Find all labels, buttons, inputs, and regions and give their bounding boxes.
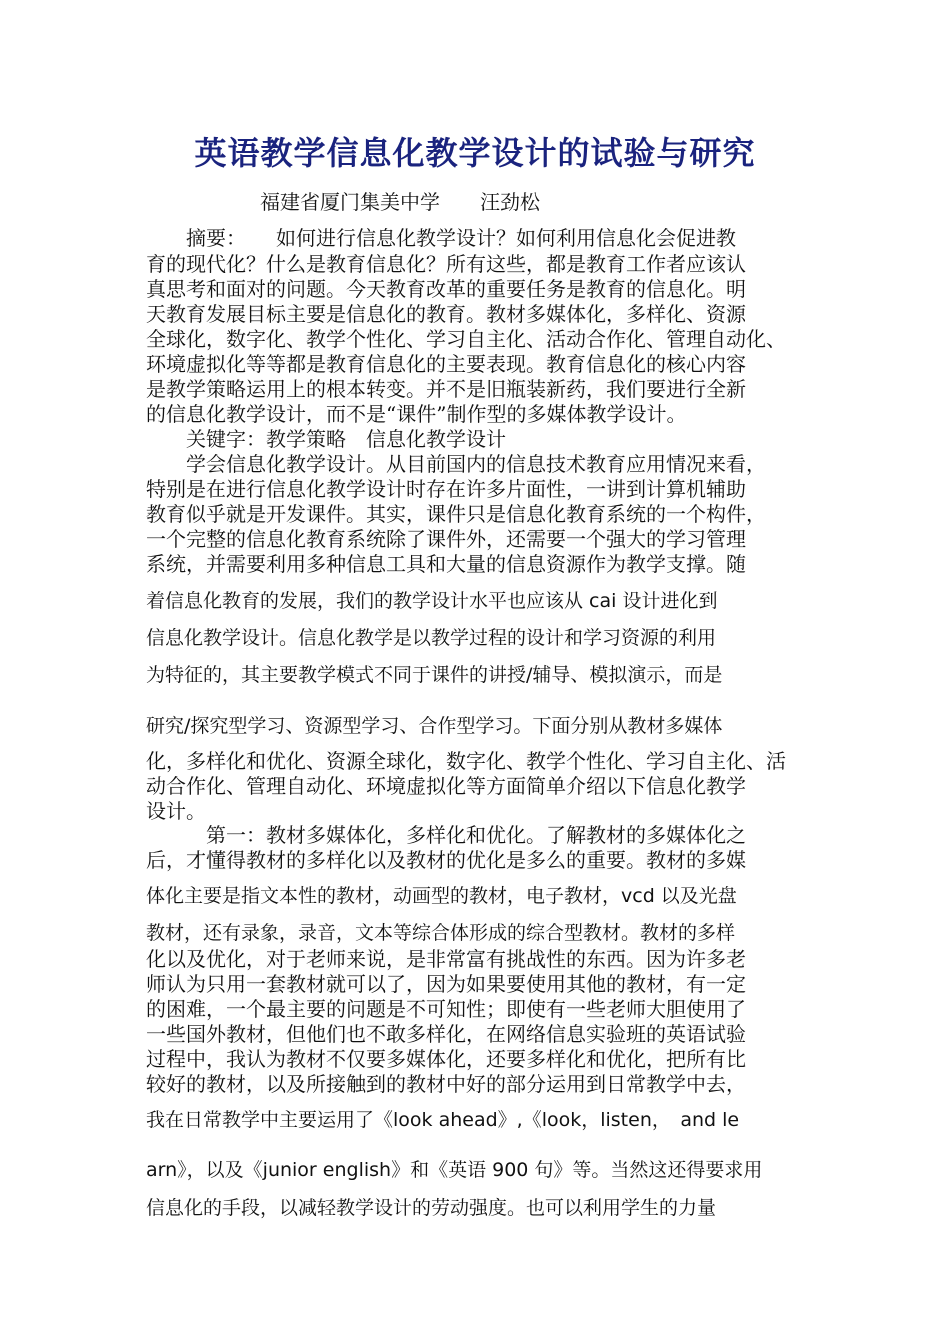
body-line: 一个完整的信息化教育系统除了课件外，还需要一个强大的学习管理: [146, 527, 746, 551]
body-line: 信息化的手段，以减轻教学设计的劳动强度。也可以利用学生的力量: [146, 1197, 717, 1219]
section-heading-line: 第一：教材多媒体化，多样化和优化。了解教材的多媒体化之: [146, 823, 746, 847]
body-line: 天教育发展目标主要是信息化的教育。教材多媒体化，多样化、资源: [146, 302, 746, 326]
body-line: 化以及优化，对于老师来说，是非常富有挑战性的东西。因为许多老: [146, 947, 746, 971]
body-line: 系统，并需要利用多种信息工具和大量的信息资源作为教学支撑。随: [146, 552, 746, 576]
keywords-line: 关键字：教学策略 信息化教学设计: [146, 427, 506, 451]
body-line: 特别是在进行信息化教学设计时存在许多片面性，一讲到计算机辅助: [146, 477, 746, 501]
body-line: 我在日常教学中主要运用了《look ahead》,《look，listen， and le: [146, 1109, 740, 1131]
body-line: 摘要： 如何进行信息化教学设计？如何利用信息化会促进教: [146, 226, 736, 250]
body-line: 动合作化、管理自动化、环境虚拟化等方面简单介绍以下信息化教学: [146, 774, 746, 798]
body-line: 研究/探究型学习、资源型学习、合作型学习。下面分别从教材多媒体: [146, 715, 723, 737]
body-line: 体化主要是指文本性的教材，动画型的教材，电子教材，vcd 以及光盘: [146, 885, 737, 907]
body-line: arn》，以及《junior english》和《英语 900 句》等。当然这还得要求用: [146, 1159, 763, 1181]
body-line: 后，才懂得教材的多样化以及教材的优化是多么的重要。教材的多媒: [146, 848, 746, 872]
body-line: 设计。: [146, 799, 206, 823]
body-line: 较好的教材，以及所接触到的教材中好的部分运用到日常教学中去，: [146, 1072, 746, 1096]
body-line: 学会信息化教学设计。从目前国内的信息技术教育应用情况来看，: [146, 452, 766, 476]
body-line: 真思考和面对的问题。今天教育改革的重要任务是教育的信息化。明: [146, 277, 746, 301]
author-line: 福建省厦门集美中学 汪劲松: [260, 190, 540, 214]
body-line: 为特征的，其主要教学模式不同于课件的讲授/辅导、模拟演示，而是: [146, 664, 723, 686]
body-line: 一些国外教材，但他们也不敢多样化，在网络信息实验班的英语试验: [146, 1022, 746, 1046]
body-line: 信息化教学设计。信息化教学是以教学过程的设计和学习资源的利用: [146, 627, 717, 649]
body-line: 环境虚拟化等等都是教育信息化的主要表现。教育信息化的核心内容: [146, 352, 746, 376]
document-title: 英语教学信息化教学设计的试验与研究: [194, 134, 756, 172]
body-line: 过程中，我认为教材不仅要多媒体化，还要多样化和优化，把所有比: [146, 1047, 746, 1071]
body-line: 师认为只用一套教材就可以了，因为如果要使用其他的教材，有一定: [146, 972, 746, 996]
body-line: 化，多样化和优化、资源全球化，数字化、教学个性化、学习自主化、活: [146, 749, 786, 773]
body-line: 全球化，数字化、教学个性化、学习自主化、活动合作化、管理自动化、: [146, 327, 786, 351]
body-line: 教育似乎就是开发课件。其实，课件只是信息化教育系统的一个构件，: [146, 502, 766, 526]
body-line: 是教学策略运用上的根本转变。并不是旧瓶装新药，我们要进行全新: [146, 377, 746, 401]
body-line: 教材，还有录象，录音，文本等综合体形成的综合型教材。教材的多样: [146, 922, 736, 944]
body-line: 的信息化教学设计，而不是“课件”制作型的多媒体教学设计。: [146, 402, 687, 426]
body-line: 育的现代化？什么是教育信息化？所有这些，都是教育工作者应该认: [146, 252, 746, 276]
body-line: 着信息化教育的发展，我们的教学设计水平也应该从 cai 设计进化到: [146, 590, 718, 612]
body-line: 的困难，一个最主要的问题是不可知性；即使有一些老师大胆使用了: [146, 997, 746, 1021]
